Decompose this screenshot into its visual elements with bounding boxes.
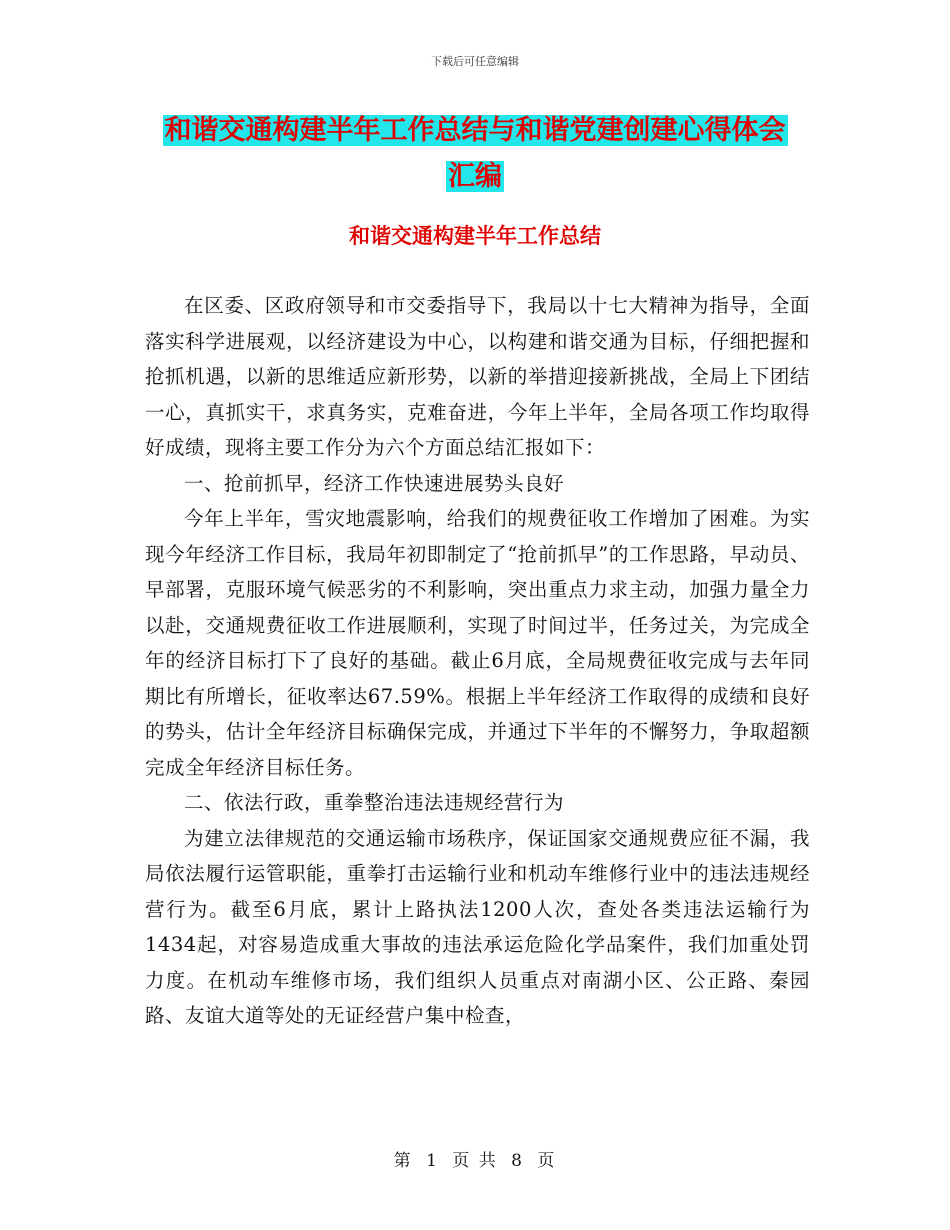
- document-title-line-2: 汇编: [448, 161, 502, 192]
- heading-section-1: 一、抢前抓早，经济工作快速进展势头良好: [184, 471, 565, 495]
- paragraph-section-1: 今年上半年，雪灾地震影响，给我们的规费征收工作增加了困难。为实现今年经济工作目标，我局年初即制定了“抢前抓早”的工作思路，早动员、早部署，克服环境气候恶劣的不利影响，突出重点力求主动，加强力量全力以赴，交通规费征收工作进展顺利，实现了时间过半，任务过关，为完成全年的经济目标打下了良好的基础。截止6月底，全局规费征收完成与去年同期比有所增长，征收率达67.59%。根据上半年经济工作取得的成绩和良好的势头，估计全年经济目标确保完成，并通过下半年的不懈努力，争取超额完成全年经济目标任务。: [145, 507, 810, 779]
- document-body: [145, 288, 810, 1034]
- footer-total-pages: 8: [511, 1151, 524, 1171]
- footer-page-number: 1: [426, 1151, 439, 1171]
- document-title: [0, 108, 950, 200]
- section-title: 和谐交通构建半年工作总结: [349, 223, 601, 248]
- paragraph-section-2: 为建立法律规范的交通运输市场秩序，保证国家交通规费应征不漏，我局依法履行运管职能，重拳打击运输行业和机动车维修行业中的违法违规经营行为。截至6月底，累计上路执法1200人次，查处各类违法运输行为1434起，对容易造成重大事故的违法承运危险化学品案件，我们加重处罚力度。在机动车维修市场，我们组织人员重点对南湖小区、公正路、秦园路、友谊大道等处的无证经营户集中检查，: [145, 826, 810, 1027]
- heading-section-2: 二、依法行政，重拳整治违法违规经营行为: [184, 791, 565, 814]
- document-title-line-1: 和谐交通构建半年工作总结与和谐党建创建心得体会: [164, 115, 786, 146]
- footer-suffix: 页: [537, 1151, 557, 1171]
- footer-mid: 页 共: [452, 1151, 498, 1171]
- footer-prefix: 第: [393, 1151, 413, 1171]
- paragraph-intro: 在区委、区政府领导和市交委指导下，我局以十七大精神为指导，全面落实科学进展观，以经济建设为中心，以构建和谐交通为目标，仔细把握和抢抓机遇，以新的思维适应新形势，以新的举措迎接新挑战，全局上下团结一心，真抓实干，求真务实，克难奋进，今年上半年，全局各项工作均取得好成绩，现将主要工作分为六个方面总结汇报如下：: [145, 294, 810, 459]
- page-footer: [0, 1146, 950, 1171]
- header-note: 下载后可任意编辑: [431, 55, 519, 68]
